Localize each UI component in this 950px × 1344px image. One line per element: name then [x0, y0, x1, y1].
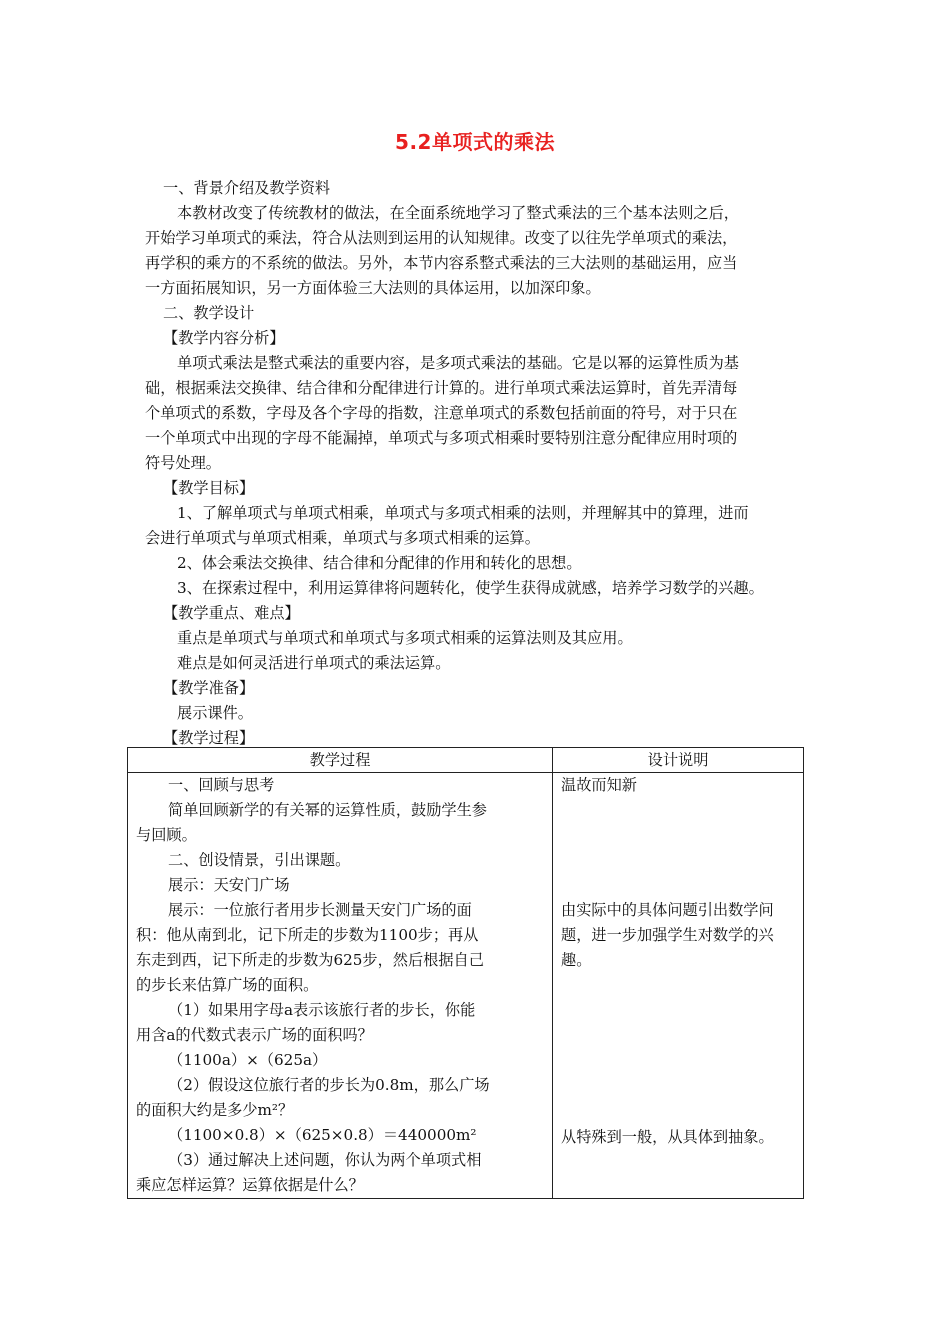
text-line: 一方面拓展知识，另一方面体验三大法则的具体运用，以加深印象。	[145, 279, 601, 297]
show-1: 展示：天安门广场	[168, 876, 290, 894]
answer-1: （1100a）×（625a）	[168, 1051, 328, 1069]
goals-heading: 【教学目标】	[163, 479, 255, 497]
document-body	[145, 176, 805, 751]
background-paragraph	[145, 201, 805, 301]
goal-1	[145, 501, 805, 551]
section-heading-background: 一、背景介绍及教学资料	[163, 179, 331, 197]
section-heading-design: 二、教学设计	[163, 304, 255, 322]
text-line: 简单回顾新学的有关幂的运算性质，鼓励学生参	[168, 801, 487, 819]
content-analysis-heading: 【教学内容分析】	[163, 329, 285, 347]
review-heading: 一、回顾与思考	[168, 776, 275, 794]
key-points-heading: 【教学重点、难点】	[163, 604, 300, 622]
spacer	[561, 973, 795, 1125]
text-line: 的步长来估算广场的面积。	[136, 976, 319, 994]
text-line: （3）通过解决上述问题，你认为两个单项式相	[168, 1151, 482, 1169]
text-line: 题，进一步加强学生对数学的兴	[561, 926, 774, 944]
key-point: 重点是单项式与单项式和单项式与多项式相乘的运算法则及其应用。	[177, 629, 633, 647]
text-line: 的面积大约是多少m²？	[136, 1101, 294, 1119]
goal-3: 3、在探索过程中，利用运算律将问题转化，使学生获得成就感，培养学习数学的兴趣。	[177, 579, 764, 597]
text-line: 乘应怎样运算？运算依据是什么？	[136, 1176, 364, 1194]
text-line: 一个单项式中出现的字母不能漏掉，单项式与多项式相乘时要特别注意分配律应用时项的	[145, 429, 738, 447]
answer-2: （1100×0.8）×（625×0.8）＝440000m²	[168, 1126, 477, 1144]
note-2	[561, 898, 795, 973]
text-line: 再学积的乘方的不系统的做法。另外，本节内容系整式乘法的三大法则的基础运用，应当	[145, 254, 738, 272]
text-line: （1）如果用字母a表示该旅行者的步长，你能	[168, 1001, 476, 1019]
question-2	[136, 1073, 544, 1123]
text-line: 1、了解单项式与单项式相乘，单项式与多项式相乘的法则，并理解其中的算理，进而	[177, 504, 749, 522]
spacer	[561, 798, 795, 898]
text-line: 趣。	[561, 951, 592, 969]
difficulty-point: 难点是如何灵活进行单项式的乘法运算。	[177, 654, 451, 672]
document-title: 5.2单项式的乘法	[395, 130, 555, 154]
text-line: 本教材改变了传统教材的做法，在全面系统地学习了整式乘法的三个基本法则之后，	[177, 204, 739, 222]
text-line: 由实际中的具体问题引出数学问	[561, 901, 774, 919]
goal-2: 2、体会乘法交换律、结合律和分配律的作用和转化的思想。	[177, 554, 582, 572]
notes-cell	[553, 773, 804, 1199]
review-paragraph	[136, 798, 544, 848]
text-line: 展示：一位旅行者用步长测量天安门广场的面	[168, 901, 472, 919]
header-notes: 设计说明	[553, 748, 804, 773]
question-1	[136, 998, 544, 1048]
show-2	[136, 898, 544, 998]
text-line: 东走到西，记下所走的步数为625步，然后根据自己	[136, 951, 484, 969]
table-row	[128, 773, 804, 1199]
text-line: 符号处理。	[145, 454, 221, 472]
table-header-row	[128, 748, 804, 773]
text-line: （2）假设这位旅行者的步长为0.8m，那么广场	[168, 1076, 490, 1094]
text-line: 积：他从南到北，记下所走的步数为1100步；再从	[136, 926, 479, 944]
preparation-heading: 【教学准备】	[163, 679, 255, 697]
text-line: 础，根据乘法交换律、结合律和分配律进行计算的。进行单项式乘法运算时，首先弄清每	[145, 379, 738, 397]
question-3	[136, 1148, 544, 1198]
text-line: 个单项式的系数，字母及各个字母的指数，注意单项式的系数包括前面的符号，对于只在	[145, 404, 738, 422]
preparation-text: 展示课件。	[177, 704, 253, 722]
text-line: 与回顾。	[136, 826, 197, 844]
note-3: 从特殊到一般，从具体到抽象。	[561, 1128, 774, 1146]
text-line: 会进行单项式与单项式相乘，单项式与多项式相乘的运算。	[145, 529, 540, 547]
text-line: 单项式乘法是整式乘法的重要内容，是多项式乘法的基础。它是以幂的运算性质为基	[177, 354, 739, 372]
teaching-process-table	[127, 747, 804, 1199]
process-heading: 【教学过程】	[163, 729, 255, 747]
text-line: 开始学习单项式的乘法，符合从法则到运用的认知规律。改变了以往先学单项式的乘法，	[145, 229, 738, 247]
scene-heading: 二、创设情景，引出课题。	[168, 851, 351, 869]
header-process: 教学过程	[128, 748, 553, 773]
note-1: 温故而知新	[561, 776, 637, 794]
content-analysis-paragraph	[145, 351, 805, 476]
text-line: 用含a的代数式表示广场的面积吗？	[136, 1026, 373, 1044]
process-cell	[128, 773, 553, 1199]
